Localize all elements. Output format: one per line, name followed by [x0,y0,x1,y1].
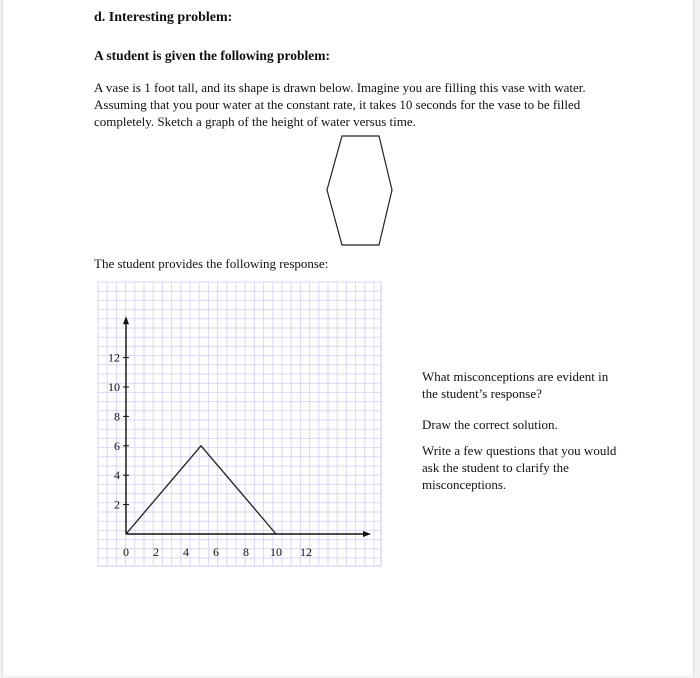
y-tick-label: 2 [114,497,120,512]
x-tick-label: 12 [300,545,312,559]
x-tick-label: 2 [153,545,159,559]
question-misconceptions: What misconceptions are evident in the student’s response? [422,369,609,401]
y-tick-label: 8 [114,409,120,424]
y-tick-label: 10 [108,380,120,394]
x-tick-label: 8 [243,545,249,559]
problem-text: A vase is 1 foot tall, and its shape is drawn below. Imagine you are filling this vase with water. Assuming that you pour water at the constant rate, it takes 10 seconds for the vase to be filled completely. Sketch a graph of the height of water versus time. [94,80,586,129]
grid-frame [98,282,381,566]
x-tick-label: 10 [270,545,282,559]
y-tick-label: 4 [114,468,120,483]
document-page [2,0,694,676]
chart-grid [98,282,381,566]
x-tick-label: 6 [213,545,219,559]
section-title: d. Interesting problem: [94,10,233,25]
x-tick-label: 0 [123,545,129,559]
question-correct-solution: Draw the correct solution. [422,417,558,432]
response-label: The student provides the following response: [94,256,329,271]
problem-intro: A student is given the following problem: [94,48,331,63]
x-tick-label: 4 [183,545,189,559]
question-clarify: Write a few questions that you would ask the student to clarify the misconceptions. [422,443,617,492]
y-tick-label: 6 [114,438,120,453]
y-tick-label: 12 [108,350,120,365]
student-response-chart [3,0,693,676]
